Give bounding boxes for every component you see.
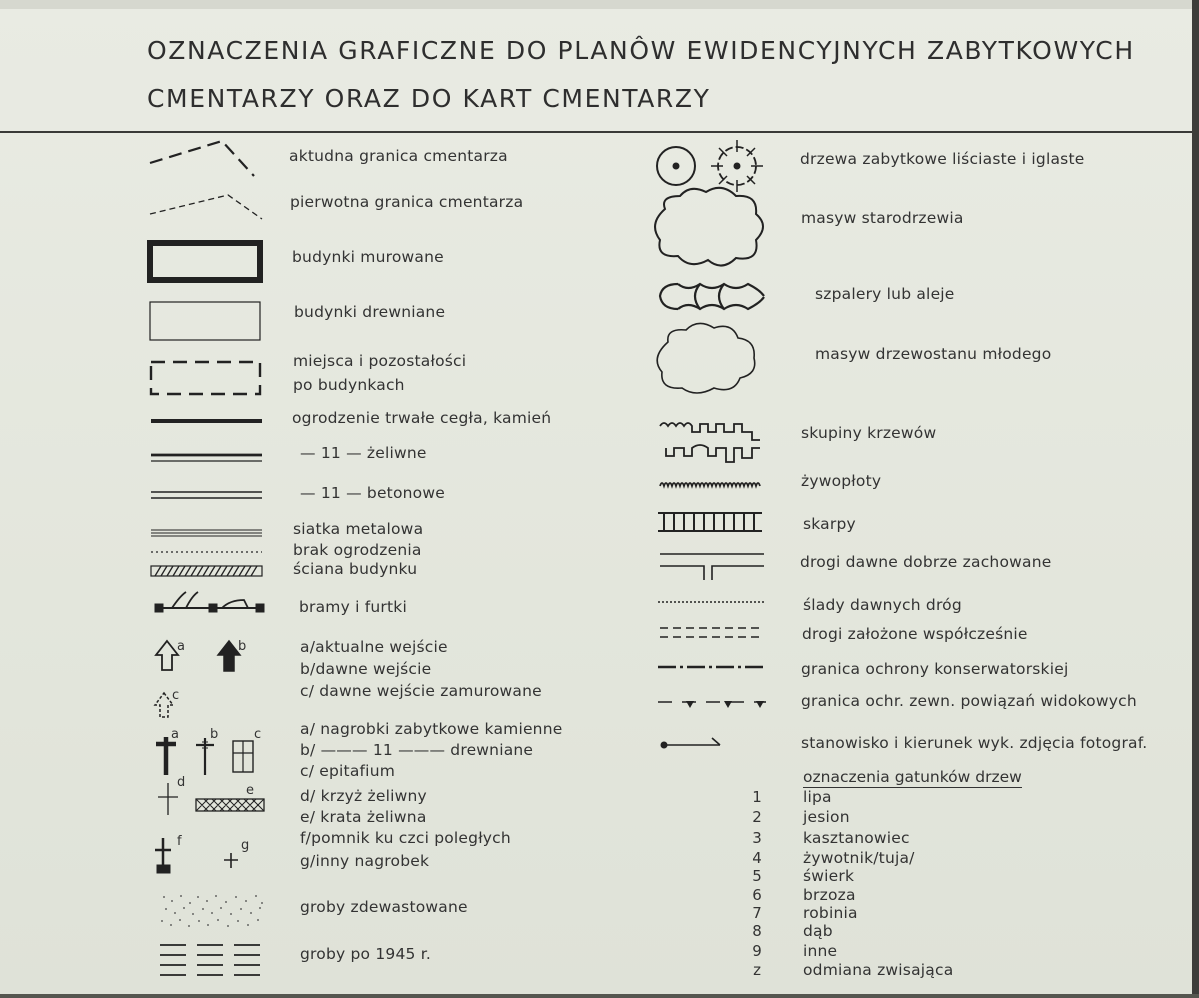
- devastated-graves-symbol: [161, 895, 263, 927]
- label-no-fence: brak ogrodzenia: [293, 541, 422, 559]
- species-name: żywotnik/tuja/: [803, 849, 915, 867]
- cast-iron-fence-symbol: [151, 455, 262, 461]
- label-cross-d: d/ krzyż żeliwny: [300, 787, 427, 805]
- concrete-fence-symbol: [151, 492, 262, 498]
- war-memorial-icon: [155, 838, 171, 873]
- label-other-g: g/inny nagrobek: [300, 852, 430, 870]
- building-wall-symbol: [151, 566, 262, 576]
- label-alleys: szpalery lub aleje: [815, 285, 955, 303]
- title-line-1: OZNACZENIA GRAFICZNE DO PLANÔW EWIDENCYJNYCH ZABYTKOWYCH: [147, 36, 1135, 65]
- symbol-letter-f: f: [177, 834, 182, 849]
- slopes-symbol: [658, 513, 762, 531]
- label-remains-line1: miejsca i pozostałości: [293, 352, 467, 370]
- modern-roads-symbol: [660, 628, 764, 637]
- view-protection-boundary-symbol: [658, 701, 766, 708]
- building-remains-symbol: [151, 362, 260, 394]
- species-name: dąb: [803, 922, 833, 940]
- label-young-stand-mass: masyw drzewostanu młodego: [815, 345, 1052, 363]
- hedges-symbol: [660, 483, 760, 486]
- label-shrubs: skupiny krzewów: [801, 424, 937, 442]
- walled-entrance-arrow-icon: [155, 693, 173, 717]
- stone-tombstone-icon: [156, 737, 176, 775]
- current-entrance-arrow-icon: [156, 641, 178, 670]
- species-number: 1: [752, 788, 762, 806]
- species-number: 4: [752, 849, 762, 867]
- label-cast-iron-fence: — 11 — żeliwne: [300, 444, 427, 462]
- label-tomb-a: a/ nagrobki zabytkowe kamienne: [300, 720, 563, 738]
- current-boundary-symbol: [150, 141, 254, 176]
- label-historic-trees: drzewa zabytkowe liściaste i iglaste: [800, 150, 1085, 168]
- old-roads-symbol: [660, 554, 764, 580]
- species-number: 6: [752, 886, 762, 904]
- deciduous-tree-icon: [657, 147, 695, 185]
- post-1945-graves-symbol: [160, 945, 260, 975]
- epitaph-icon: [233, 741, 253, 772]
- species-name: lipa: [803, 788, 832, 806]
- symbol-letter-c2: c: [254, 727, 262, 742]
- cast-iron-grille-icon: [196, 799, 264, 811]
- species-number: 9: [752, 942, 762, 960]
- symbol-letter-g: g: [241, 838, 250, 853]
- species-heading: oznaczenia gatunków drzew: [803, 768, 1022, 786]
- other-tomb-icon: [224, 853, 238, 868]
- label-entrance-b: b/dawne wejście: [300, 660, 432, 678]
- symbol-letter-b2: b: [210, 727, 219, 742]
- metal-mesh-fence-symbol: [151, 530, 262, 536]
- species-number: 7: [752, 904, 762, 922]
- species-name: robinia: [803, 904, 858, 922]
- species-number: 5: [752, 867, 762, 885]
- species-name: jesion: [803, 808, 850, 826]
- label-devastated-graves: groby zdewastowane: [300, 898, 468, 916]
- symbol-letter-a: a: [177, 639, 186, 654]
- label-concrete-fence: — 11 — betonowe: [300, 484, 445, 502]
- label-metal-mesh: siatka metalowa: [293, 520, 424, 538]
- label-remains-line2: po budynkach: [293, 376, 405, 394]
- wooden-building-symbol: [150, 302, 260, 340]
- species-number: 3: [752, 829, 762, 847]
- symbol-letter-b: b: [238, 639, 247, 654]
- label-permanent-fence: ogrodzenie trwałe cegła, kamień: [292, 409, 552, 427]
- old-stand-mass-symbol: [655, 188, 763, 266]
- alleys-symbol: [660, 284, 764, 309]
- label-photo-position: stanowisko i kierunek wyk. zdjęcia fotograf.: [801, 734, 1148, 752]
- species-number: 8: [752, 922, 762, 940]
- label-brick-buildings: budynki murowane: [292, 248, 444, 266]
- species-name: kasztanowiec: [803, 829, 910, 847]
- label-conservation-boundary: granica ochrony konserwatorskiej: [801, 660, 1069, 678]
- symbol-letter-d: d: [177, 775, 186, 790]
- label-road-traces: ślady dawnych dróg: [803, 596, 962, 614]
- shrubs-symbol: [660, 423, 760, 462]
- species-name: inne: [803, 942, 838, 960]
- label-post-1945-graves: groby po 1945 r.: [300, 945, 431, 963]
- wooden-tombstone-icon: [196, 738, 214, 775]
- species-number: z: [753, 961, 761, 979]
- label-gates: bramy i furtki: [299, 598, 407, 616]
- symbol-letter-a2: a: [171, 727, 180, 742]
- symbol-letter-c: c: [172, 688, 180, 703]
- label-original-boundary: pierwotna granica cmentarza: [290, 193, 524, 211]
- photo-position-arrow-icon: [661, 738, 721, 749]
- label-modern-roads: drogi założone współcześnie: [802, 625, 1028, 643]
- conifer-tree-icon: [711, 140, 763, 192]
- original-boundary-symbol: [150, 195, 262, 219]
- label-current-boundary: aktudna granica cmentarza: [289, 147, 508, 165]
- species-name: świerk: [803, 867, 855, 885]
- label-entrance-a: a/aktualne wejście: [300, 638, 448, 656]
- young-stand-mass-symbol: [657, 323, 755, 393]
- label-hedges: żywopłoty: [801, 472, 882, 490]
- brick-building-symbol: [150, 243, 260, 280]
- species-name: odmiana zwisająca: [803, 961, 954, 979]
- label-view-protection-boundary: granica ochr. zewn. powiązań widokowych: [801, 692, 1137, 710]
- label-tomb-b: b/ ——— 11 ——— drewniane: [300, 741, 534, 759]
- gates-symbol: [155, 592, 264, 612]
- label-grille-e: e/ krata żeliwna: [300, 808, 427, 826]
- symbol-letter-e: e: [246, 783, 255, 798]
- label-memorial-f: f/pomnik ku czci poległych: [300, 829, 511, 847]
- label-old-roads: drogi dawne dobrze zachowane: [800, 553, 1052, 571]
- species-number: 2: [752, 808, 762, 826]
- label-tomb-c: c/ epitafium: [300, 762, 396, 780]
- label-building-wall: ściana budynku: [293, 560, 418, 578]
- former-entrance-arrow-icon: [218, 641, 240, 671]
- species-name: brzoza: [803, 886, 856, 904]
- cast-iron-cross-icon: [158, 783, 178, 815]
- label-slopes: skarpy: [803, 515, 856, 533]
- title-line-2: CMENTARZY ORAZ DO KART CMENTARZY: [147, 84, 711, 113]
- label-wooden-buildings: budynki drewniane: [294, 303, 446, 321]
- label-entrance-c: c/ dawne wejście zamurowane: [300, 682, 542, 700]
- label-old-stand-mass: masyw starodrzewia: [801, 209, 964, 227]
